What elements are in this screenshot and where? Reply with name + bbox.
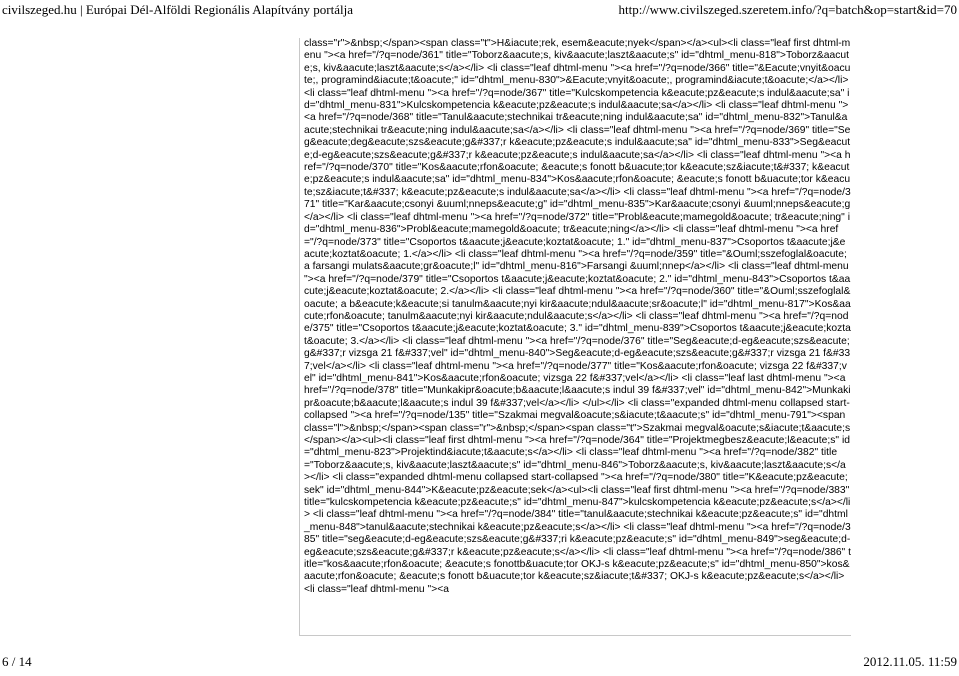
html-source-text: class="r">&nbsp;</span><span class="t">H&iacute;rek, esem&eacute;nyek</span></a><ul><li class="leaf first dhtml-menu "><a href="/?q=node/361" title="Toborz&aacute;s, kiv&aacute;laszt&aacute;s" id="dhtml_menu-818">Toborz&aacute;s, kiv&aacute;laszt&aacute;s</a></li> <li class="leaf dhtml-menu "><a href="/?q=node/366" title="&Eacute;vnyit&oacute;, programind&iacute;t&oacute;" id="dhtml_menu-830">&Eacute;vnyit&oacute;, programind&iacute;t&oacute;</a></li> <li class="leaf dhtml-menu "><a href="/?q=node/367" title="Kulcskompetencia k&eacute;pz&eacute;s indul&aacute;sa" id="dhtml_menu-831">Kulcskompetencia k&eacute;pz&eacute;s indul&aacute;sa</a></li> <li class="leaf dhtml-menu "><a href="/?q=node/368" title="Tanul&aacute;stechnikai tr&eacute;ning indul&aacute;sa" id="dhtml_menu-832">Tanul&aacute;stechnikai tr&eacute;ning indul&aacute;sa</a></li> <li class="leaf dhtml-menu "><a href="/?q=node/369" title="Seg&eacute;deg&eacute;szs&eacute;g&#337;r k&eacute;pz&eacute;s indul&aacute;sa" id="dhtml_menu-833">Seg&eacute;d-eg&eacute;szs&eacute;g&#337;r k&eacute;pz&eacute;s indul&aacute;sa</a></li> <li class="leaf dhtml-menu "><a href="/?q=node/370" title="Kos&aacute;rfon&oacute; &eacute;s fonott b&uacute;tor k&eacute;sz&iacute;t&#337; k&eacute;pz&eacute;s indul&aacute;sa" id="dhtml_menu-834">Kos&aacute;rfon&oacute; &eacute;s fonott b&uacute;tor k&eacute;sz&iacute;t&#337; k&eacute;pz&eacute;s indul&aacute;sa</a></li> <li class="leaf dhtml-menu "><a href="/?q=node/371" title="Kar&aacute;csonyi &uuml;nneps&eacute;g" id="dhtml_menu-835">Kar&aacute;csonyi &uuml;nneps&eacute;g</a></li> <li class="leaf dhtml-menu "><a href="/?q=node/372" title="Probl&eacute;mamegold&oacute; tr&eacute;ning" id="dhtml_menu-836">Probl&eacute;mamegold&oacute; tr&eacute;ning</a></li> <li class="leaf dhtml-menu "><a href="/?q=node/373" title="Csoportos t&aacute;j&eacute;koztat&oacute; 1." id="dhtml_menu-837">Csoportos t&aacute;j&eacute;koztat&oacute; 1.</a></li> <li class="leaf dhtml-menu "><a href="/?q=node/359" title="&Ouml;sszefoglal&oacute; a farsangi mulats&aacute;gr&oacute;l" id="dhtml_menu-816">Farsangi &uuml;nnep</a></li> <li class="leaf dhtml-menu "><a href="/?q=node/379" title="Csoportos t&aacute;j&eacute;koztat&oacute; 2." id="dhtml_menu-843">Csoportos t&aacute;j&eacute;koztat&oacute; 2.</a></li> <li class="leaf dhtml-menu "><a href="/?q=node/360" title="&Ouml;sszefoglal&oacute; a b&eacute;k&eacute;si tanulm&aacute;nyi kir&aacute;ndul&aacute;sr&oacute;l" id="dhtml_menu-817">Kos&aacute;rfon&oacute; tanulm&aacute;nyi kir&aacute;ndul&aacute;s</a></li> <li class="leaf dhtml-menu "><a href="/?q=node/375" title="Csoportos t&aacute;j&eacute;koztat&oacute; 3." id="dhtml_menu-839">Csoportos t&aacute;j&eacute;koztat&oacute; 3.</a></li> <li class="leaf dhtml-menu "><a href="/?q=node/376" title="Seg&eacute;d-eg&eacute;szs&eacute;g&#337;r vizsga 21 f&#337;vel" id="dhtml_menu-840">Seg&eacute;d-eg&eacute;szs&eacute;g&#337;r vizsga 21 f&#337;vel</a></li> <li class="leaf dhtml-menu "><a href="/?q=node/377" title="Kos&aacute;rfon&oacute; vizsga 22 f&#337;vel" id="dhtml_menu-841">Kos&aacute;rfon&oacute; vizsga 22 f&#337;vel</a></li> <li class="leaf last dhtml-menu "><a href="/?q=node/378" title="Munkakipr&oacute;b&aacute;l&aacute;s indul 39 f&#337;vel" id="dhtml_menu-842">Munkakipr&oacute;b&aacute;l&aacute;s indul 39 f&#337;vel</a></li> </ul></li> <li class="expanded dhtml-menu collapsed start-collapsed "><a href="/?q=node/135" title="Szakmai megval&oacute;s&iacute;t&aacute;s" id="dhtml_menu-791"><span class="l">&nbsp;</span><span class="r">&nbsp;</span><span class="t">Szakmai megval&oacute;s&iacute;t&aacute;s</span></a><ul><li class="leaf first dhtml-menu "><a href="/?q=node/364" title="Projektmegbesz&eacute;l&eacute;s" id="dhtml_menu-823">Projektind&iacute;t&aacute;s</a></li> <li class="leaf dhtml-menu "><a href="/?q=node/382" title="Toborz&aacute;s, kiv&aacute;laszt&aacute;s" id="dhtml_menu-846">Toborz&aacute;s, kiv&aacute;laszt&aacute;s</a></li> <li class="expanded dhtml-menu collapsed start-collapsed "><a href="/?q=node/380" title="K&eacute;pz&eacute;sek" id="dhtml_menu-844">K&eacute;pz&eacute;sek</a><ul><li class="leaf first dhtml-menu "><a href="/?q=node/383" title="kulcskompetencia k&eacute;pz&eacute;s" id="dhtml_menu-847">kulcskompetencia k&eacute;pz&eacute;s</a></li> <li class="leaf dhtml-menu "><a href="/?q=node/384" title="tanul&aacute;stechnikai k&eacute;pz&eacute;s" id="dhtml_menu-848">tanul&aacute;stechnikai k&eacute;pz&eacute;s</a></li> <li class="leaf dhtml-menu "><a href="/?q=node/385" title="seg&eacute;d-eg&eacute;szs&eacute;g&#337;ri k&eacute;pz&eacute;s" id="dhtml_menu-849">seg&eacute;d-eg&eacute;szs&eacute;g&#337;r k&eacute;pz&eacute;s</a></li> <li class="leaf dhtml-menu "><a href="/?q=node/386" title="kos&aacute;rfon&oacute; &eacute;s fonottb&uacute;tor OKJ-s k&eacute;pz&eacute;s" id="dhtml_menu-850">kos&aacute;rfon&oacute; &eacute;s fonott b&uacute;tor k&eacute;sz&iacute;t&#337; OKJ-s k&eacute;pz&eacute;s</a></li> <li class="leaf dhtml-menu "><a bbox=[304, 38, 853, 595]
print-footer bbox=[0, 652, 959, 672]
page-title: civilszeged.hu | Európai Dél-Alföldi Regionális Alapítvány portálja bbox=[2, 2, 353, 17]
page-content bbox=[299, 38, 851, 636]
page-number: 6 / 14 bbox=[2, 654, 32, 669]
print-timestamp: 2012.11.05. 11:59 bbox=[863, 654, 957, 669]
print-header bbox=[0, 0, 959, 20]
page-url: http://www.civilszeged.szeretem.info/?q=batch&op=start&id=70 bbox=[618, 2, 957, 17]
